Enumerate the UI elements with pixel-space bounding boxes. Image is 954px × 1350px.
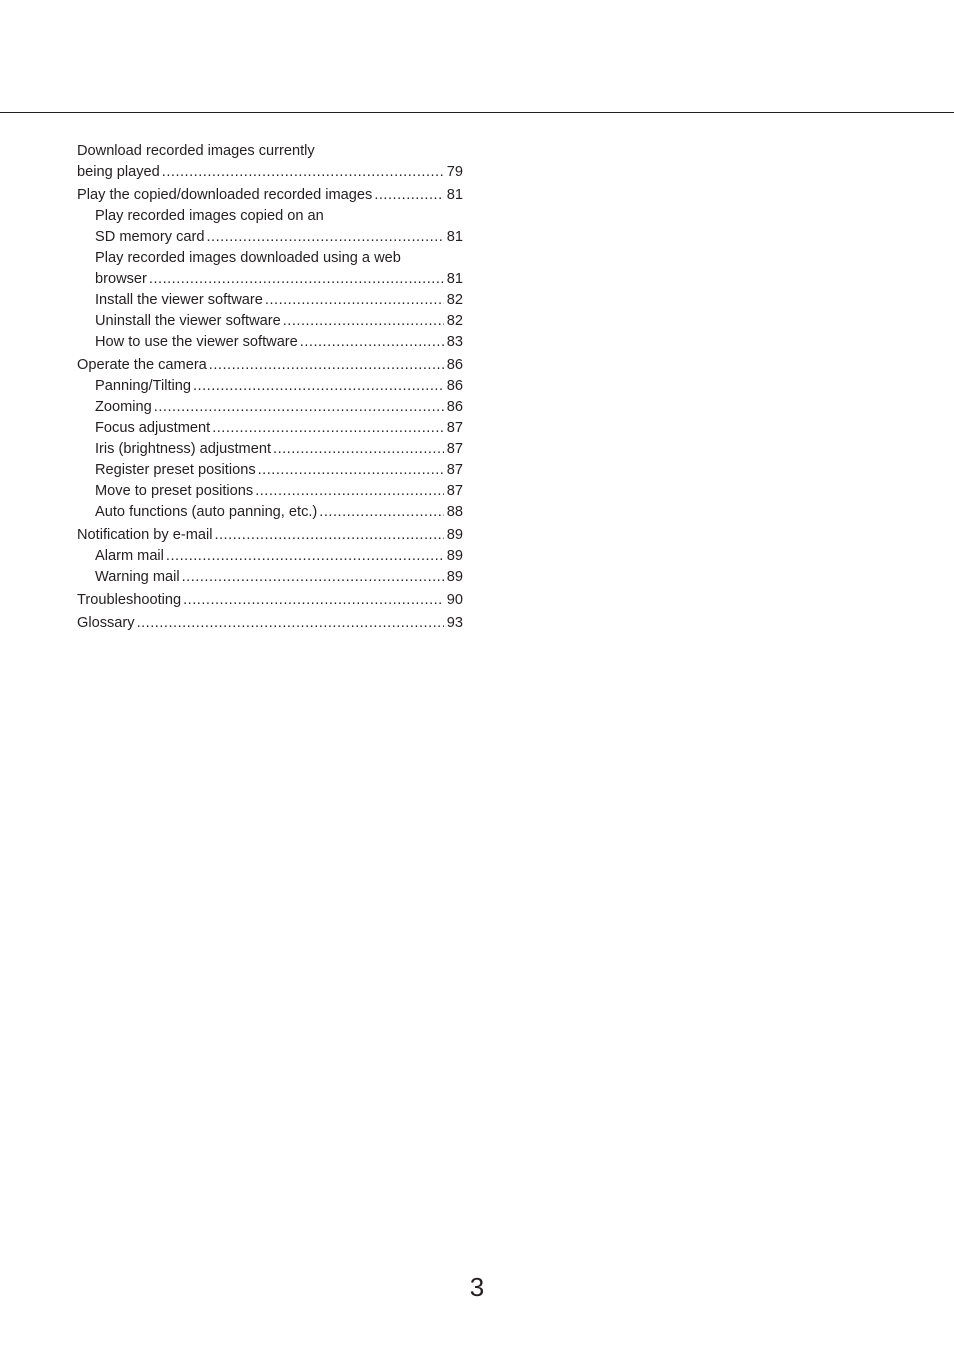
toc-entry-page: 87 [446,441,463,457]
toc-entry[interactable] [77,481,463,502]
toc-entry-title: Warning mail [95,569,180,585]
toc-entry-title: Iris (brightness) adjustment [95,441,272,457]
toc-entry-title: Focus adjustment [95,420,211,436]
toc-entry-page: 79 [446,164,463,180]
toc-entry[interactable] [77,185,463,206]
toc-entry-title-line: Download recorded images currently [77,143,315,159]
toc-entry-page: 90 [446,592,463,608]
dot-leader [374,185,443,206]
toc-entry[interactable] [77,248,463,290]
dot-leader [193,376,444,397]
toc-entry-title: Register preset positions [95,462,256,478]
toc-entry[interactable] [77,332,463,353]
dot-leader [137,613,444,634]
dot-leader [154,397,444,418]
toc-entry[interactable] [77,525,463,546]
dot-leader [283,311,444,332]
toc-entry[interactable] [77,567,463,588]
toc-entry-title: Install the viewer software [95,292,263,308]
dot-leader [206,227,443,248]
toc-entry-title: Troubleshooting [77,592,182,608]
toc-entry-title: being played [77,164,160,180]
toc-entry[interactable] [77,376,463,397]
header-rule [0,112,954,113]
toc-entry-page: 89 [446,548,463,564]
toc-entry-title: Operate the camera [77,357,207,373]
dot-leader [300,332,444,353]
dot-leader [162,162,444,183]
toc-entry-page: 86 [446,399,463,415]
toc-entry[interactable] [77,141,463,183]
dot-leader [214,525,443,546]
toc-entry-title: Move to preset positions [95,483,254,499]
dot-leader [209,355,444,376]
toc-entry[interactable] [77,397,463,418]
toc-entry[interactable] [77,290,463,311]
toc-entry-page: 82 [446,292,463,308]
toc-entry[interactable] [77,311,463,332]
toc-entry-title: browser [95,271,147,287]
toc-entry-title: Play the copied/downloaded recorded images [77,187,373,203]
toc-entry-title: Panning/Tilting [95,378,191,394]
toc-entry-title: Glossary [77,615,135,631]
toc-entry-title: Zooming [95,399,152,415]
toc-entry-page: 89 [446,569,463,585]
toc-entry-page: 93 [446,615,463,631]
toc-entry-page: 87 [446,483,463,499]
dot-leader [183,590,444,611]
toc-entry-title: SD memory card [95,229,205,245]
toc-entry[interactable] [77,206,463,248]
toc-entry[interactable] [77,590,463,611]
toc-entry-page: 88 [446,504,463,520]
dot-leader [319,502,443,523]
toc-entry[interactable] [77,460,463,481]
toc-entry-page: 81 [446,271,463,287]
toc-entry-page: 87 [446,462,463,478]
toc-entry-title: Notification by e-mail [77,527,213,543]
dot-leader [273,439,444,460]
toc-entry-page: 89 [446,527,463,543]
toc-entry-page: 87 [446,420,463,436]
toc-entry[interactable] [77,439,463,460]
dot-leader [265,290,444,311]
toc-entry-page: 81 [446,187,463,203]
toc-entry-page: 81 [446,229,463,245]
toc-entry-page: 83 [446,334,463,350]
dot-leader [149,269,444,290]
toc-entry[interactable] [77,613,463,634]
table-of-contents [77,141,463,634]
toc-entry[interactable] [77,546,463,567]
dot-leader [258,460,444,481]
toc-entry-title: Auto functions (auto panning, etc.) [95,504,318,520]
toc-entry-title: Alarm mail [95,548,164,564]
toc-entry-title-line: Play recorded images downloaded using a web [95,250,401,266]
dot-leader [212,418,444,439]
dot-leader [166,546,444,567]
toc-entry-page: 86 [446,357,463,373]
toc-entry-title: Uninstall the viewer software [95,313,281,329]
toc-entry[interactable] [77,355,463,376]
dot-leader [255,481,444,502]
toc-entry[interactable] [77,502,463,523]
toc-entry-title: How to use the viewer software [95,334,298,350]
toc-entry-page: 82 [446,313,463,329]
toc-entry[interactable] [77,418,463,439]
page-number: 3 [469,1272,485,1302]
toc-entry-page: 86 [446,378,463,394]
dot-leader [182,567,444,588]
toc-entry-title-line: Play recorded images copied on an [95,208,324,224]
